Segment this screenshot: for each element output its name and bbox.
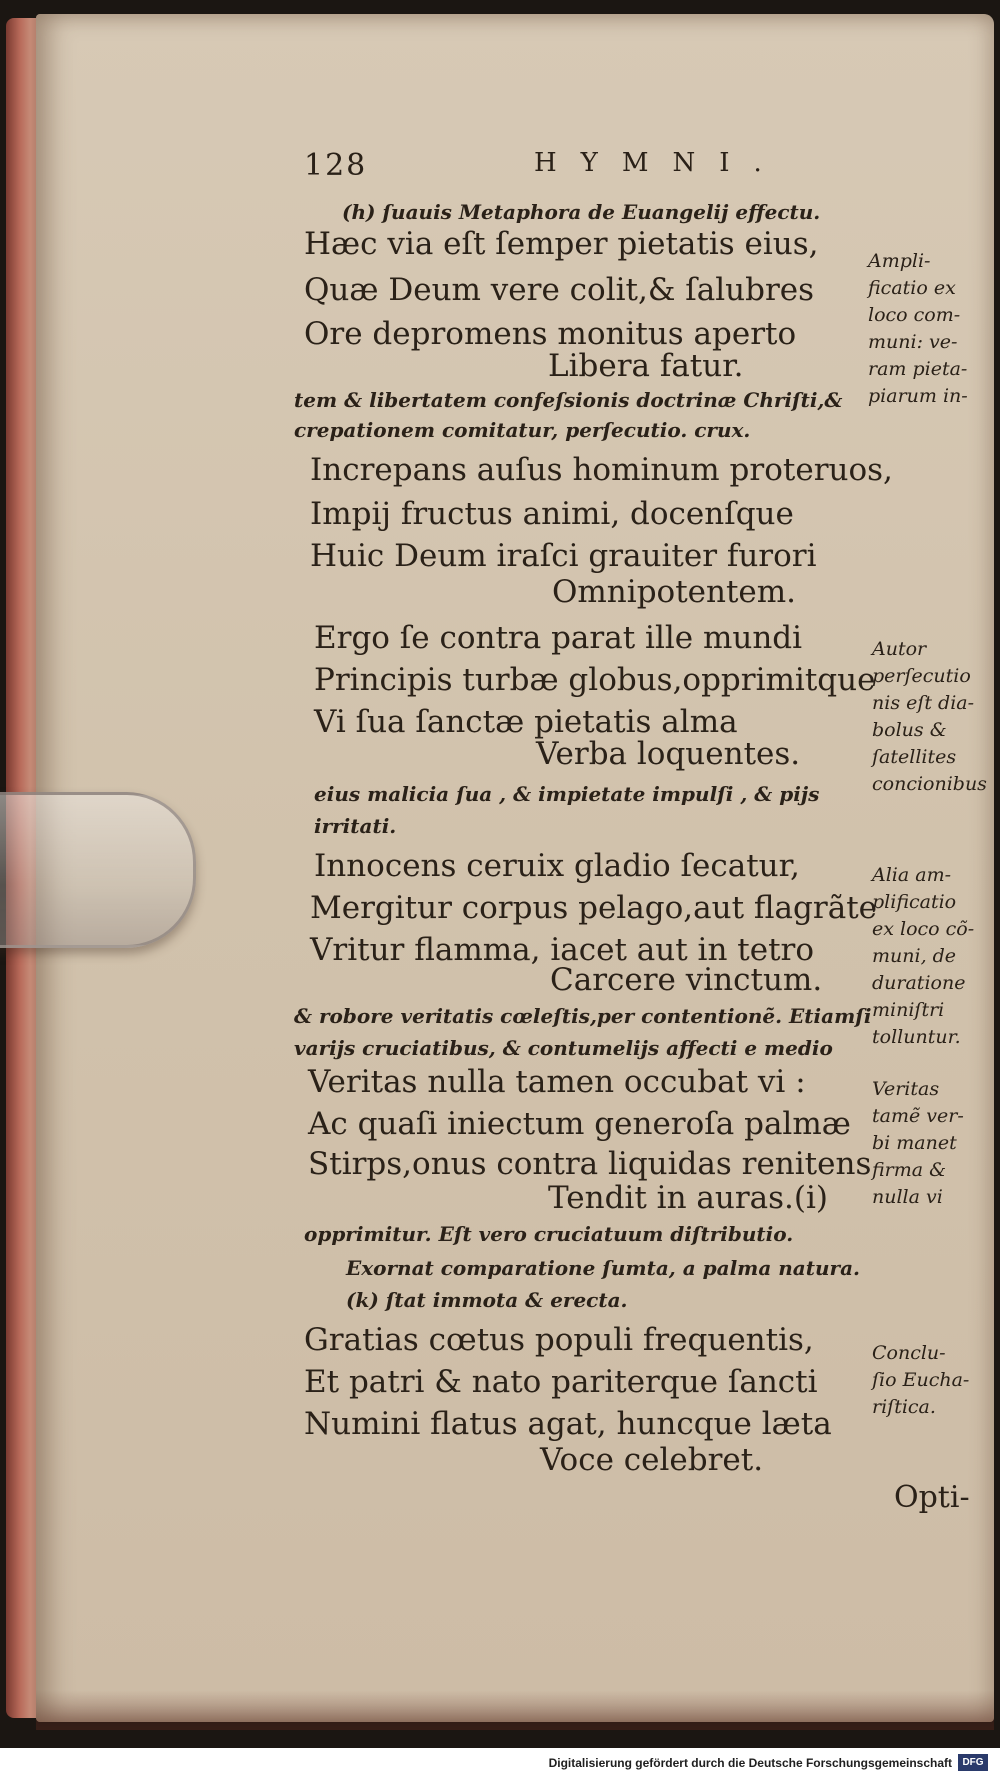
verse-line: Ac quaſi iniectum generoſa palmæ — [308, 1106, 851, 1142]
verse-line: Principis turbæ globus,opprimitque — [314, 662, 876, 698]
running-head: HYMNI. — [534, 148, 786, 178]
verse-line: Quæ Deum vere colit,& ſalubres — [304, 272, 815, 308]
verse-line: Vi ſua ſanctæ pietatis alma — [314, 704, 738, 740]
note-line: opprimitur. Eſt vero cruciatuum diſtributio. — [304, 1222, 794, 1246]
verse-line: Vritur flamma, iacet aut in tetro — [310, 932, 815, 968]
note-line: tem & libertatem confeſsionis doctrinæ Chriſti,& — [294, 388, 843, 412]
verse-line: Innocens ceruix gladio ſecatur, — [314, 848, 800, 884]
footer-credit: Digitalisierung gefördert durch die Deutsche Forschungsgemeinschaft — [548, 1756, 952, 1770]
margin-note: Autor perſecutio nis eſt dia- bolus & ſatellites concionibus — [872, 638, 987, 795]
catchword: Opti- — [894, 1480, 970, 1515]
verse-line: Increpans auſus hominum proteruos, — [310, 452, 893, 488]
verse-line: Libera fatur. — [548, 348, 744, 384]
verse-line: Mergitur corpus pelago,aut flagrãte — [310, 890, 877, 926]
page-number: 128 — [304, 148, 368, 183]
page-header — [304, 148, 786, 183]
note-line: Exornat comparatione ſumta, a palma natura. — [346, 1256, 860, 1280]
verse-line: Tendit in auras.(i) — [548, 1180, 828, 1216]
note-line: eius malicia ſua , & impietate impulſi , & pijs — [314, 782, 820, 806]
note-line: varijs cruciatibus, & contumelijs affecti e medio — [294, 1036, 833, 1060]
dfg-logo: DFG — [958, 1754, 988, 1771]
margin-note: Veritas tamẽ ver- bi manet firma & nulla vi — [872, 1078, 964, 1208]
verse-line: Et patri & nato pariterque ſancti — [304, 1364, 818, 1400]
verse-line: Veritas nulla tamen occubat vi : — [308, 1064, 806, 1100]
verse-line: Impij fructus animi, docenſque — [310, 496, 794, 532]
margin-note: Ampli- ficatio ex loco com- muni: ve- ram pieta- piarum in- — [868, 250, 968, 407]
page-bottom-shadow — [36, 1690, 994, 1730]
verse-line: Stirps,onus contra liquidas renitens — [308, 1146, 872, 1182]
verse-line: Hæc via eſt ſemper pietatis eius, — [304, 226, 819, 262]
verse-line: Voce celebret. — [540, 1442, 764, 1478]
margin-note: Alia am- plificatio ex loco cõ- muni, de duratione miniſtri tolluntur. — [872, 864, 975, 1048]
verse-line: Omnipotentem. — [552, 574, 797, 610]
verse-line: Numini flatus agat, huncque læta — [304, 1406, 832, 1442]
note-line: (h) ſuauis Metaphora de Euangelij effectu. — [342, 200, 821, 224]
verse-line: Ergo ſe contra parat ille mundi — [314, 620, 803, 656]
note-line: (k) ſtat immota & erecta. — [346, 1288, 628, 1312]
note-line: crepationem comitatur, perſecutio. crux. — [294, 418, 751, 442]
note-line: irritati. — [314, 814, 397, 838]
verse-line: Huic Deum iraſci grauiter furori — [310, 538, 817, 574]
margin-note: Conclu- ſio Eucha- riſtica. — [872, 1342, 970, 1418]
verse-line: Carcere vinctum. — [550, 962, 823, 998]
verse-line: Ore depromens monitus aperto — [304, 316, 797, 352]
verse-line: Verba loquentes. — [536, 736, 801, 772]
page-clip — [0, 792, 196, 948]
note-line: & robore veritatis cœleſtis,per contentionẽ. Etiamſi — [294, 1004, 872, 1028]
verse-line: Gratias cœtus populi frequentis, — [304, 1322, 814, 1358]
